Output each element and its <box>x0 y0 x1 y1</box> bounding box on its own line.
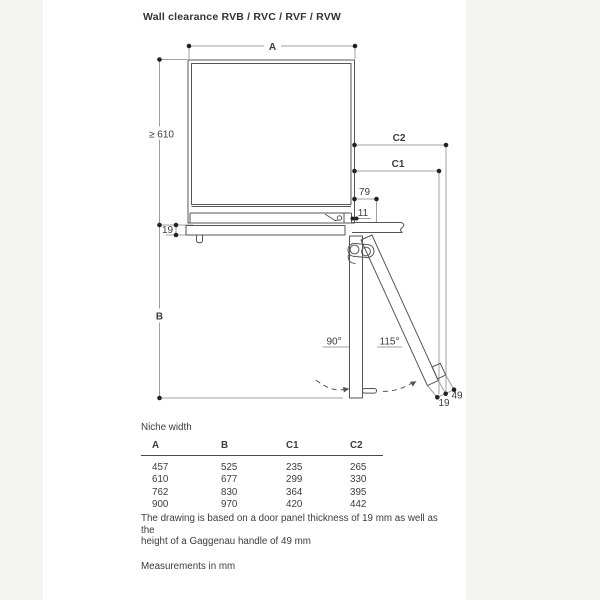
table-row <box>141 487 383 499</box>
dim-label-C2: C2 <box>392 133 406 144</box>
cell: 442 <box>350 499 367 511</box>
units-note: Measurements in mm <box>141 561 236 572</box>
cell: 762 <box>152 486 169 498</box>
hinge-detail <box>325 214 338 221</box>
cell: 299 <box>286 474 303 486</box>
cell: 610 <box>152 474 169 486</box>
cabinet-outer <box>188 60 355 223</box>
dim-label-A: A <box>268 42 277 53</box>
dim-label-11: 11 <box>357 208 369 219</box>
table-row <box>141 462 383 474</box>
door-open-90 <box>350 236 377 398</box>
cell: 457 <box>152 462 169 473</box>
cell: 395 <box>350 486 367 498</box>
drawing-note-line2: height of a Gaggenau handle of 49 mm <box>141 536 311 548</box>
cell: 525 <box>221 462 238 473</box>
cell: 900 <box>152 499 169 511</box>
cell: 330 <box>350 474 367 486</box>
dim-label-19-left: 19 <box>161 225 174 236</box>
page-title: Wall clearance RVB / RVC / RVF / RVW <box>143 11 342 23</box>
drawing-note <box>141 513 451 548</box>
cell: 265 <box>350 462 367 473</box>
cell: 677 <box>221 474 238 486</box>
table-caption: Niche width <box>141 422 192 433</box>
dim-label-B: B <box>155 311 164 323</box>
handle-90 <box>363 389 377 394</box>
drawing-note-line1: The drawing is based on a door panel thickness of 19 mm as well as the <box>141 513 438 536</box>
table-header-A: A <box>152 440 160 451</box>
dim-label-C1: C1 <box>391 159 405 170</box>
label-backgrounds <box>146 40 281 323</box>
cell: 364 <box>286 486 303 498</box>
cabinet-inner <box>192 64 352 205</box>
table-row <box>141 474 383 486</box>
table-row <box>141 499 383 511</box>
angle-label-115: 115° <box>379 336 400 348</box>
cell: 830 <box>221 486 238 498</box>
door-panel-closed <box>186 226 345 236</box>
dim-label-49-handle: 49 <box>451 390 463 402</box>
table-header-row <box>141 440 383 456</box>
table-header-B: B <box>221 440 229 451</box>
cell: 235 <box>286 462 303 473</box>
door-open-115 <box>361 235 446 386</box>
table-header-C1: C1 <box>286 440 299 451</box>
table-header-C2: C2 <box>350 440 363 451</box>
niche-width-table <box>141 422 383 512</box>
dimension-markers <box>157 44 456 401</box>
dim-label-19-door: 19 <box>438 398 450 409</box>
angle-label-90: 90° <box>326 336 342 348</box>
dim-label-79: 79 <box>358 187 371 198</box>
appliance-foot <box>197 235 203 243</box>
table-body <box>141 456 383 512</box>
cell: 420 <box>286 499 303 511</box>
cell: 970 <box>221 499 238 511</box>
adjacent-panel <box>352 223 404 233</box>
arrowhead-90 <box>343 387 349 393</box>
door-swing-arrows <box>316 380 417 393</box>
dim-label-min-depth: ≥ 610 <box>149 129 174 141</box>
appliance-outline <box>186 60 446 398</box>
